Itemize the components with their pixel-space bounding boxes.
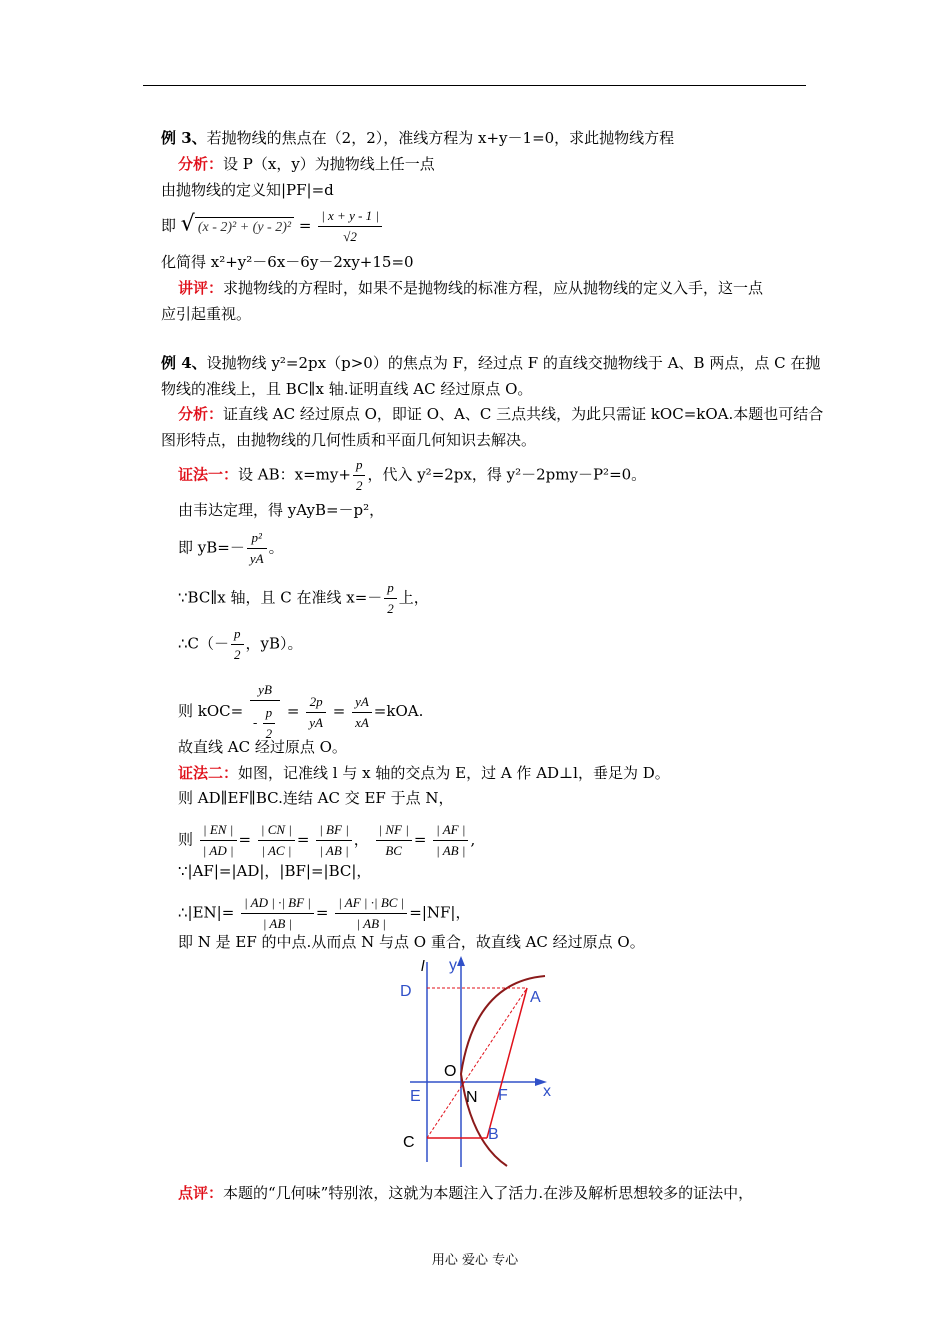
sqrt-sign: √ xyxy=(180,211,195,237)
ex4-title: 例 4、设抛物线 y²=2px（p>0）的焦点为 F，经过点 F 的直线交抛物线于 A、B 两点，点 C 在抛 xyxy=(161,354,821,372)
proof1-bc: ∵BC∥x 轴，且 C 在准线 x=－ $\frac{p}{2}$ 上， xyxy=(178,578,429,619)
label-F: F xyxy=(498,1087,508,1104)
label-E: E xyxy=(410,1088,421,1105)
label-N: N xyxy=(466,1089,478,1106)
proof2-parallel: 则 AD∥EF∥BC.连结 AC 交 EF 于点 N， xyxy=(178,789,454,807)
ex4-analysis-cont: 图形特点，由抛物线的几何性质和平面几何知识去解决。 xyxy=(161,431,537,449)
label-x: x xyxy=(543,1083,551,1100)
proof1-conclusion: 故直线 AC 经过原点 O。 xyxy=(178,738,347,756)
proof1-vieta: 由韦达定理，得 yAyB=－p²， xyxy=(178,501,385,519)
label-D: D xyxy=(400,983,412,1000)
proof1-c: ∴C（－ $\frac{p}{2}$ ，yB）。 xyxy=(178,624,303,665)
proof2-line1: 证法二：如图，记准线 l 与 x 轴的交点为 E，过 A 作 AD⊥l，垂足为 D。 xyxy=(178,764,670,782)
proof1-line1: 证法一：设 AB：x=my+ $\frac{p}{2}$ ，代入 y²=2px，得 y²－2pmy－P²=0。 xyxy=(178,455,646,496)
proof2-conclusion: 即 N 是 EF 的中点.从而点 N 与点 O 重合，故直线 AC 经过原点 O。 xyxy=(178,933,645,951)
ex4-title-cont: 物线的准线上，且 BC∥x 轴.证明直线 AC 经过原点 O。 xyxy=(161,380,533,398)
label-A: A xyxy=(530,989,541,1006)
proof1-yb: 即 yB=－ $\frac{\text{p²}}{yA}$ 。 xyxy=(178,528,284,569)
ex3-simplify: 化简得 x²+y²－6x－6y－2xy+15=0 xyxy=(161,253,414,271)
eq-rhs-fraction: $\frac{| x + y - 1 |}{√2}$ xyxy=(318,206,382,247)
label-y: y xyxy=(449,957,457,974)
page-footer: 用心 爱心 专心 xyxy=(431,1253,519,1268)
frac-p2-over-ya: $\frac{\text{p²}}{yA}$ xyxy=(247,528,267,569)
proof2-en: ∴|EN|= $\frac{| AD | \cdot| BF |}{| AB |}$ = $\frac{| AF | \cdot| BC |}{| AB |}$ =|NF|， xyxy=(178,893,470,934)
ex3-equation: 即 √ (x - 2)² + (y - 2)² = $\frac{| x + y - 1 |}{√2}$ xyxy=(161,206,384,247)
label-C: C xyxy=(403,1134,415,1151)
frac-ya-over-xa: $\frac{yA}{xA}$ xyxy=(352,692,372,733)
parabola-figure xyxy=(395,952,560,1172)
ex4-comment: 点评：本题的“几何味”特别浓，这就为本题注入了活力.在涉及解析思想较多的证法中， xyxy=(178,1184,754,1202)
proof1-k: 则 kOC= yB - $\frac{p}{2}$ = $\frac{2p}{yA}$ = $\frac{yA}{xA}$ =kOA. xyxy=(178,680,423,744)
ex3-title: 例 3、若抛物线的焦点在（2，2），准线方程为 x+y－1=0，求此抛物线方程 xyxy=(161,129,675,147)
proof2-equal-distances: ∵|AF|=|AD|，|BF|=|BC|， xyxy=(178,862,372,880)
ex3-definition: 由抛物线的定义知|PF|=d xyxy=(161,181,334,199)
header-rule xyxy=(143,85,806,86)
label-O: O xyxy=(444,1063,457,1080)
ex3-comment-cont: 应引起重视。 xyxy=(161,305,252,323)
ex4-analysis: 分析：证直线 AC 经过原点 O，即证 O、A、C 三点共线，为此只需证 kOC=kOA.本题也可结合 xyxy=(178,405,824,423)
eq-lhs: (x - 2)² + (y - 2)² xyxy=(195,217,294,238)
frac-p-over-2-c: $\frac{p}{2}$ xyxy=(231,624,244,665)
label-B: B xyxy=(488,1126,499,1143)
ex3-comment: 讲评：求抛物线的方程时，如果不是抛物线的标准方程，应从抛物线的定义入手，这一点 xyxy=(178,279,764,297)
segment-ac xyxy=(427,988,527,1138)
ex3-analysis: 分析：设 P（x，y）为抛物线上任一点 xyxy=(178,155,435,173)
proof2-ratios: 则 $\frac{| EN |}{| AD |}$ = $\frac{| CN |}{| AC |}$ = $\frac{| BF |}{| AB |}$ ， $\frac{| NF |}{BC}$ = $\frac{| AF |}{| AB |}$ , xyxy=(178,820,475,861)
label-l: l xyxy=(421,958,425,975)
frac-p-over-2-b: $\frac{p}{2}$ xyxy=(384,578,397,619)
frac-2p-over-ya: $\frac{2p}{yA}$ xyxy=(306,692,326,733)
frac-kOC: yB - $\frac{p}{2}$ xyxy=(250,680,280,744)
frac-p-over-2: $\frac{p}{2}$ xyxy=(353,455,366,496)
segment-ab xyxy=(487,988,527,1138)
